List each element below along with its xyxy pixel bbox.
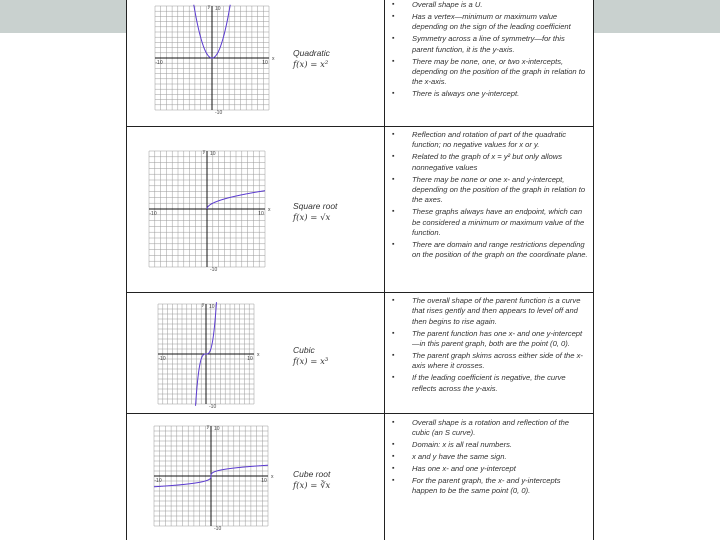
- list-item: ▪ There may be none or one x- and y-intercept, depending on the position of the graph in relation to the axes.: [388, 175, 588, 206]
- list-item: ▪ There are domain and range restrictions depending on the position of the graph on the coordinate plane.: [388, 240, 588, 261]
- list-item: ▪ Reflection and rotation of part of the quadratic function; no negative values for x or y.: [388, 130, 588, 151]
- x-axis-label: x: [271, 474, 274, 480]
- function-name: Cubic: [293, 345, 315, 355]
- function-name: Cube root: [293, 469, 331, 479]
- list-item: ▪ Domain: x is all real numbers.: [388, 440, 588, 450]
- y-axis-label: y: [201, 302, 205, 308]
- list-item: ▪ There may be none, one, or two x-intercepts, depending on the position of the graph in relation to the x-axis.: [388, 57, 588, 88]
- list-item: ▪ These graphs always have an endpoint, which can be considered a minimum or maximum value of the function.: [388, 207, 588, 238]
- list-item: ▪ Related to the graph of x = y² but only allows nonnegative values: [388, 152, 588, 173]
- quadratic-graph: [149, 0, 275, 116]
- function-label: [293, 344, 328, 368]
- x-min-label: -10: [149, 211, 157, 217]
- y-max-label: 10: [210, 151, 216, 157]
- x-min-label: -10: [158, 356, 166, 362]
- list-item: ▪ Has a vertex—minimum or maximum value depending on the sign of the leading coefficient: [388, 12, 588, 33]
- quadratic-graph-svg: [149, 0, 275, 116]
- function-formula: f(x) = √x: [293, 213, 331, 223]
- x-axis-label: x: [257, 352, 260, 358]
- list-item: ▪ x and y have the same sign.: [388, 452, 588, 462]
- list-item: ▪ Overall shape is a U.: [388, 0, 588, 10]
- y-max-label: 10: [214, 426, 220, 432]
- notes-list: [388, 130, 588, 262]
- x-axis-label: x: [268, 207, 271, 213]
- cubic-graph-svg: [152, 298, 260, 410]
- y-max-label: 10: [215, 6, 221, 12]
- square-root-graph: [143, 145, 271, 273]
- square-root-graph-svg: [143, 145, 271, 273]
- function-label: [293, 468, 330, 492]
- list-item: ▪ Symmetry across a line of symmetry—for this parent function, it is the y-axis.: [388, 34, 588, 55]
- cube-root-graph: [148, 420, 274, 532]
- y-min-label: -10: [214, 526, 222, 532]
- list-item: ▪ If the leading coefficient is negative, the curve reflects across the y-axis.: [388, 373, 588, 394]
- list-item: ▪ There is always one y-intercept.: [388, 89, 588, 99]
- y-max-label: 10: [209, 304, 215, 310]
- y-axis-label: y: [206, 424, 210, 430]
- y-min-label: -10: [215, 110, 223, 116]
- list-item: ▪ Has one x- and one y-intercept: [388, 464, 588, 474]
- top-left-banner: [0, 0, 126, 33]
- y-axis-label: y: [202, 149, 206, 155]
- parent-functions-table: [126, 0, 594, 540]
- function-formula: f(x) = ∛x: [293, 481, 331, 491]
- x-min-label: -10: [154, 478, 162, 484]
- x-max-label: 10: [247, 356, 253, 362]
- list-item: ▪ The parent graph skims across either side of the x-axis where it crosses.: [388, 351, 588, 372]
- list-item: ▪ For the parent graph, the x- and y-intercepts happen to be the same point (0, 0).: [388, 476, 588, 497]
- x-min-label: -10: [155, 60, 163, 66]
- y-axis-label: y: [207, 4, 211, 10]
- list-item: ▪ The overall shape of the parent function is a curve that rises gently and then appears to level off and then begins to rise again.: [388, 296, 588, 327]
- function-formula: f(x) = x²: [293, 60, 329, 70]
- x-max-label: 10: [258, 211, 264, 217]
- x-max-label: 10: [262, 60, 268, 66]
- top-right-banner: [594, 0, 720, 33]
- function-name: Quadratic: [293, 48, 330, 58]
- notes-list: [388, 296, 588, 396]
- function-label: [293, 47, 330, 71]
- list-item: ▪ Overall shape is a rotation and reflection of the cubic (an S curve).: [388, 418, 588, 439]
- notes-list: [388, 0, 588, 101]
- function-name: Square root: [293, 201, 338, 211]
- notes-list: [388, 418, 588, 498]
- y-min-label: -10: [209, 404, 217, 410]
- function-formula: f(x) = x³: [293, 357, 329, 367]
- cubic-graph: [152, 298, 260, 410]
- cube-root-graph-svg: [148, 420, 274, 532]
- list-item: ▪ The parent function has one x- and one y-intercept—in this parent graph, both are the point (0, 0).: [388, 329, 588, 350]
- x-axis-label: x: [272, 56, 275, 62]
- y-min-label: -10: [210, 267, 218, 273]
- function-label: [293, 200, 337, 224]
- x-max-label: 10: [261, 478, 267, 484]
